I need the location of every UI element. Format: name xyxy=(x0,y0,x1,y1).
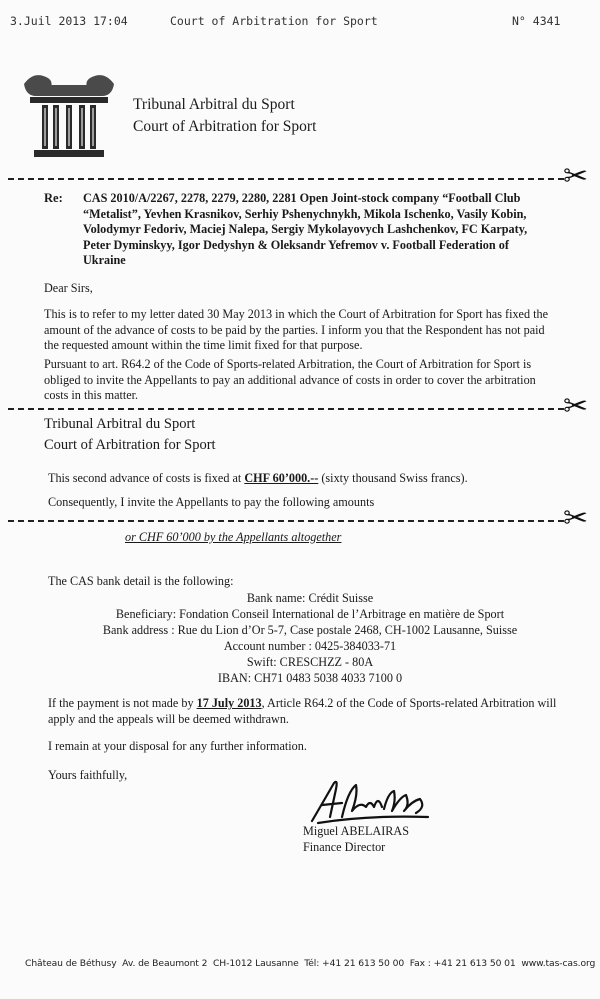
bank-beneficiary: Beneficiary: Fondation Conseil International de l’Arbitrage en matière de Sport xyxy=(115,607,505,621)
letterhead-line2: Court of Arbitration for Sport xyxy=(133,118,317,135)
closing: Yours faithfully, xyxy=(48,768,128,782)
re-label: Re: xyxy=(44,191,63,205)
scissors-icon: ✂ xyxy=(563,501,589,536)
altogether-amount: or CHF 60’000 by the Appellants altogether xyxy=(125,530,342,544)
bank-address: Bank address : Rue du Lion d’Or 5-7, Case postale 2468, CH-1002 Lausanne, Suisse xyxy=(102,623,518,637)
mid-letterhead-line1: Tribunal Arbitral du Sport xyxy=(44,416,196,432)
fax-datetime: 3.Juil 2013 17:04 xyxy=(10,14,128,28)
advance-prefix: This second advance of costs is fixed at xyxy=(48,471,245,485)
signatory-title: Finance Director xyxy=(303,840,386,854)
bank-iban: IBAN: CH71 0483 5038 4033 7100 0 xyxy=(217,671,403,685)
paragraph-reference: This is to refer to my letter dated 30 May 2013 in which the Court of Arbitration for Sport has fixed the amount of the advance of costs to be paid by the parties. I inform you that the Respondent has not paid the requested amount within the time limit fixed for that purpose. xyxy=(44,307,548,352)
signature-image xyxy=(308,777,438,827)
bank-account: Account number : 0425-384033-71 xyxy=(223,639,397,653)
footer-address: Château de Béthusy Av. de Beaumont 2 CH-1012 Lausanne Tél: +41 21 613 50 00 Fax : +41 21 613 50 01 www.tas-cas.org xyxy=(25,958,596,969)
cut-line xyxy=(8,408,564,410)
advance-suffix: (sixty thousand Swiss francs). xyxy=(318,471,468,485)
scissors-icon: ✂ xyxy=(563,159,589,194)
payment-date: 17 July 2013 xyxy=(196,696,262,710)
cut-line xyxy=(8,520,564,522)
advance-amount: CHF 60’000.-- xyxy=(244,471,319,485)
bank-swift: Swift: CRESCHZZ - 80A xyxy=(246,655,374,669)
signatory-name: Miguel ABELAIRAS xyxy=(303,824,409,838)
cas-logo-icon xyxy=(20,66,118,162)
paragraph-pursuant: Pursuant to art. R64.2 of the Code of Sports-related Arbitration, the Court of Arbitration for Sport is obliged to invite the Appellants to pay an additional advance of costs in order to cover the arbitration costs in this matter. xyxy=(44,357,536,402)
fax-sender: Court of Arbitration for Sport xyxy=(170,14,378,28)
disposal-sentence: I remain at your disposal for any further information. xyxy=(48,739,307,753)
re-subject: CAS 2010/A/2267, 2278, 2279, 2280, 2281 Open Joint-stock company “Football Club “Metalist”, Yevhen Krasnikov, Serhiy Pshenychnykh, Mikola Ischenko, Vasily Kobin, Volodymyr Fedoriv, Maciej Nalepa, Sergiy Mykolayovych Lashchenkov, FC Karpaty, Peter Dyminskyy, Igor Dedyshyn & Oleksandr Yefremov v. Football Federation of Ukraine xyxy=(83,191,528,268)
mid-letterhead-line2: Court of Arbitration for Sport xyxy=(44,437,216,453)
payment-prefix: If the payment is not made by xyxy=(48,696,197,710)
invite-sentence: Consequently, I invite the Appellants to pay the following amounts xyxy=(48,495,375,509)
salutation: Dear Sirs, xyxy=(44,281,93,295)
payment-suffix: , Article R64.2 of the Code of Sports-related Arbitration will apply and the appeals will be deemed withdrawn. xyxy=(48,696,557,726)
bank-intro: The CAS bank detail is the following: xyxy=(48,574,234,588)
fax-number: N° 4341 xyxy=(512,14,561,28)
letterhead-line1: Tribunal Arbitral du Sport xyxy=(133,96,295,113)
payment-deadline xyxy=(48,696,558,727)
advance-sentence xyxy=(48,471,563,487)
bank-name: Bank name: Crédit Suisse xyxy=(246,591,374,605)
cut-line xyxy=(8,178,564,180)
scissors-icon: ✂ xyxy=(563,389,589,424)
